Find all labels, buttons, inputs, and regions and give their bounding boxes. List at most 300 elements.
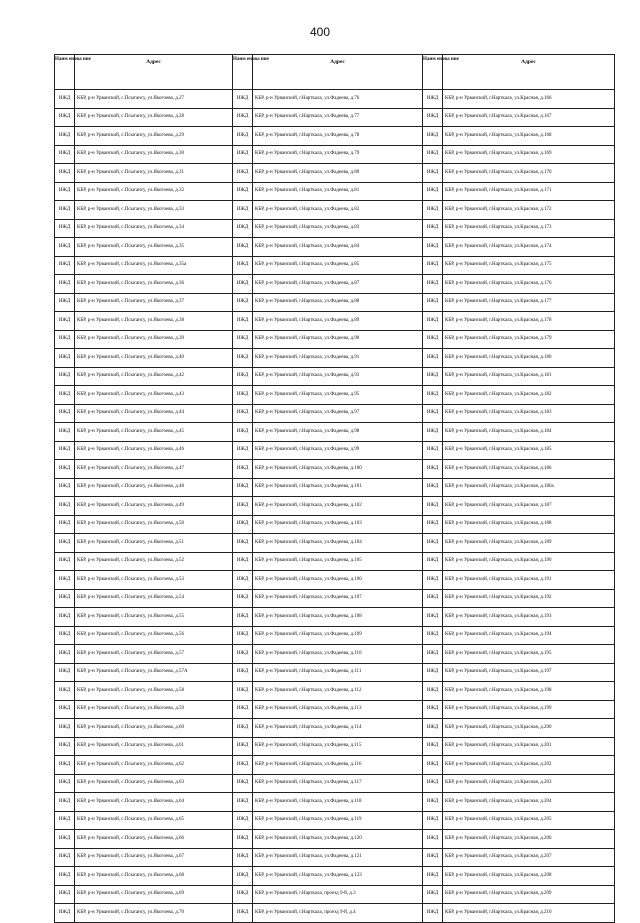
object-type-cell: ИЖД (423, 478, 443, 497)
address-cell: КБР, р-н Урванский, г.Нарткала, ул.Фадеева, д.115 (253, 737, 423, 756)
object-type-cell: ИЖД (423, 275, 443, 294)
address-cell: КБР, р-н Урванский, г.Нарткала, ул.Красная, д.183 (443, 404, 615, 423)
table-row (233, 275, 423, 294)
table-row (423, 774, 615, 793)
table-row (55, 256, 233, 275)
object-type-cell: ИЖД (233, 497, 253, 516)
table-row (55, 811, 233, 830)
address-cell: КБР, р-н Урванский, г.Нарткала, ул.Фадеева, д.110 (253, 645, 423, 664)
object-type-cell: ИЖД (233, 293, 253, 312)
object-type-cell: ИЖД (233, 645, 253, 664)
table-row (233, 293, 423, 312)
table-row (55, 515, 233, 534)
table-row (423, 478, 615, 497)
object-type-cell: ИЖД (55, 238, 75, 257)
table-row (423, 330, 615, 349)
object-type-cell: ИЖД (233, 404, 253, 423)
table-row (55, 201, 233, 220)
table-row (423, 108, 615, 127)
address-cell: КБР, р-н Урванский, г.Нарткала, ул.Фадеева, д.98 (253, 423, 423, 442)
object-type-cell: ИЖД (423, 293, 443, 312)
object-type-cell: ИЖД (55, 830, 75, 849)
address-cell: КБР, р-н Урванский, г.Нарткала, ул.Фадеева, д.90 (253, 330, 423, 349)
object-type-cell: ИЖД (233, 108, 253, 127)
table-row (233, 164, 423, 183)
table-row (233, 571, 423, 590)
address-cell: КБР, р-н Урванский, г.Нарткала, ул.Фадеева, д.77 (253, 108, 423, 127)
address-cell: КБР, р-н Урванский, г.Нарткала, ул.Фадеева, д.103 (253, 515, 423, 534)
table-row (55, 626, 233, 645)
table-row (55, 774, 233, 793)
object-type-cell: ИЖД (423, 312, 443, 331)
table-row (423, 848, 615, 867)
address-cell: КБР, р-н Урванский, г.Нарткала, ул.Красная, д.176 (443, 275, 615, 294)
address-cell: КБР, р-н Урванский, с.Псыгансу, ул.Якогоева, д.67 (75, 848, 233, 867)
object-type-cell: ИЖД (55, 219, 75, 238)
object-type-cell: ИЖД (55, 293, 75, 312)
address-cell: КБР, р-н Урванский, г.Нарткала, проезд 9-й, д.3 (253, 885, 423, 904)
address-cell: КБР, р-н Урванский, г.Нарткала, ул.Красная, д.208 (443, 867, 615, 886)
object-type-cell: ИЖД (423, 719, 443, 738)
table-row (423, 238, 615, 257)
object-type-cell: ИЖД (233, 312, 253, 331)
address-cell: КБР, р-н Урванский, г.Нарткала, ул.Фадеева, д.85 (253, 256, 423, 275)
table-row (233, 256, 423, 275)
table-row (55, 275, 233, 294)
address-cell: КБР, р-н Урванский, с.Псыгансу, ул.Якогоева, д.28 (75, 108, 233, 127)
address-cell: КБР, р-н Урванский, г.Нарткала, ул.Фадеева, д.105 (253, 552, 423, 571)
table-row (55, 182, 233, 201)
address-cell: КБР, р-н Урванский, г.Нарткала, ул.Красная, д.168 (443, 127, 615, 146)
address-cell: КБР, р-н Урванский, г.Нарткала, ул.Фадеева, д.116 (253, 756, 423, 775)
object-type-cell: ИЖД (423, 589, 443, 608)
address-cell: КБР, р-н Урванский, г.Нарткала, ул.Фадеева, д.95 (253, 386, 423, 405)
object-type-cell: ИЖД (55, 904, 75, 923)
object-type-cell: ИЖД (233, 589, 253, 608)
table-row (55, 719, 233, 738)
object-type-cell: ИЖД (423, 515, 443, 534)
address-table (54, 54, 233, 923)
table-row (423, 497, 615, 516)
address-cell: КБР, р-н Урванский, с.Псыгансу, ул.Якогоева, д.44 (75, 404, 233, 423)
table-row (55, 441, 233, 460)
table-row (55, 848, 233, 867)
address-cell: КБР, р-н Урванский, с.Псыгансу, ул.Якогоева, д.32 (75, 182, 233, 201)
address-cell: КБР, р-н Урванский, г.Нарткала, ул.Фадеева, д.104 (253, 534, 423, 553)
object-type-cell: ИЖД (233, 867, 253, 886)
object-type-cell: ИЖД (233, 182, 253, 201)
object-type-cell: ИЖД (423, 867, 443, 886)
object-type-cell: ИЖД (423, 756, 443, 775)
table-row (233, 904, 423, 923)
object-type-cell: ИЖД (55, 275, 75, 294)
address-cell: КБР, р-н Урванский, г.Нарткала, ул.Фадеева, д.88 (253, 293, 423, 312)
address-cell: КБР, р-н Урванский, г.Нарткала, ул.Красная, д.199 (443, 700, 615, 719)
address-cell: КБР, р-н Урванский, с.Псыгансу, ул.Якогоева, д.42 (75, 367, 233, 386)
object-type-cell: ИЖД (55, 201, 75, 220)
object-type-cell: ИЖД (423, 663, 443, 682)
object-type-cell: ИЖД (423, 682, 443, 701)
address-cell: КБР, р-н Урванский, г.Нарткала, ул.Красная, д.194 (443, 626, 615, 645)
object-type-cell: ИЖД (55, 885, 75, 904)
table-row (423, 737, 615, 756)
object-type-cell: ИЖД (55, 478, 75, 497)
address-cell: КБР, р-н Урванский, г.Нарткала, ул.Красная, д.180 (443, 349, 615, 368)
address-cell: КБР, р-н Урванский, г.Нарткала, ул.Красная, д.207 (443, 848, 615, 867)
object-type-cell: ИЖД (55, 441, 75, 460)
object-type-cell: ИЖД (423, 330, 443, 349)
address-cell: КБР, р-н Урванский, г.Нарткала, ул.Красная, д.204 (443, 793, 615, 812)
object-type-cell: ИЖД (423, 885, 443, 904)
address-cell: КБР, р-н Урванский, с.Псыгансу, ул.Якогоева, д.45 (75, 423, 233, 442)
address-cell: КБР, р-н Урванский, г.Нарткала, ул.Фадеева, д.84 (253, 238, 423, 257)
table-row (423, 552, 615, 571)
object-type-cell: ИЖД (55, 552, 75, 571)
object-type-cell: ИЖД (55, 145, 75, 164)
object-type-cell: ИЖД (423, 108, 443, 127)
table-row (423, 515, 615, 534)
object-type-cell: ИЖД (233, 423, 253, 442)
table-row (233, 700, 423, 719)
object-type-cell: ИЖД (233, 164, 253, 183)
address-cell: КБР, р-н Урванский, г.Нарткала, ул.Красная, д.175 (443, 256, 615, 275)
address-cell: КБР, р-н Урванский, г.Нарткала, ул.Фадеева, д.117 (253, 774, 423, 793)
object-type-cell: ИЖД (423, 219, 443, 238)
table-row (233, 885, 423, 904)
table-row (423, 219, 615, 238)
table-row (423, 700, 615, 719)
table-row (423, 441, 615, 460)
address-cell: КБР, р-н Урванский, с.Псыгансу, ул.Якогоева, д.37 (75, 293, 233, 312)
table-row (233, 441, 423, 460)
address-cell: КБР, р-н Урванский, г.Нарткала, ул.Красная, д.185 (443, 441, 615, 460)
address-cell: КБР, р-н Урванский, г.Нарткала, ул.Фадеева, д.100 (253, 460, 423, 479)
object-type-cell: ИЖД (55, 719, 75, 738)
address-tables (54, 54, 614, 915)
address-cell: КБР, р-н Урванский, г.Нарткала, ул.Красная, д.179 (443, 330, 615, 349)
table-row (233, 182, 423, 201)
table-row (423, 885, 615, 904)
object-type-cell: ИЖД (423, 830, 443, 849)
table-row (233, 238, 423, 257)
table-row (423, 904, 615, 923)
object-type-cell: ИЖД (423, 904, 443, 923)
object-type-cell: ИЖД (423, 848, 443, 867)
object-type-cell: ИЖД (423, 349, 443, 368)
object-type-cell: ИЖД (55, 164, 75, 183)
address-cell: КБР, р-н Урванский, с.Псыгансу, ул.Якогоева, д.51 (75, 534, 233, 553)
address-cell: КБР, р-н Урванский, г.Нарткала, ул.Фадеева, д.107 (253, 589, 423, 608)
table-row (233, 127, 423, 146)
address-cell: КБР, р-н Урванский, г.Нарткала, ул.Фадеева, д.111 (253, 663, 423, 682)
table-row (55, 108, 233, 127)
table-row (423, 571, 615, 590)
table-row (233, 848, 423, 867)
table-row (423, 349, 615, 368)
address-cell: КБР, р-н Урванский, г.Нарткала, ул.Красная, д.195 (443, 645, 615, 664)
object-type-cell: ИЖД (55, 182, 75, 201)
object-type-cell: ИЖД (233, 885, 253, 904)
table-row (233, 589, 423, 608)
address-cell: КБР, р-н Урванский, с.Псыгансу, ул.Якогоева, д.31 (75, 164, 233, 183)
table-row (55, 867, 233, 886)
address-cell: КБР, р-н Урванский, с.Псыгансу, ул.Якогоева, д.27 (75, 90, 233, 109)
object-type-cell: ИЖД (423, 386, 443, 405)
table-row (423, 589, 615, 608)
object-type-cell: ИЖД (423, 182, 443, 201)
object-type-cell: ИЖД (55, 90, 75, 109)
object-type-cell: ИЖД (423, 367, 443, 386)
table-row (55, 756, 233, 775)
address-column-header: Адрес (75, 55, 233, 90)
name-column-header: Наим енова ние (423, 55, 443, 90)
table-row (55, 145, 233, 164)
object-type-cell: ИЖД (55, 737, 75, 756)
object-type-cell: ИЖД (55, 108, 75, 127)
object-type-cell: ИЖД (55, 312, 75, 331)
object-type-cell: ИЖД (423, 201, 443, 220)
table-row (233, 219, 423, 238)
table-row (233, 312, 423, 331)
object-type-cell: ИЖД (55, 756, 75, 775)
object-type-cell: ИЖД (423, 737, 443, 756)
address-cell: КБР, р-н Урванский, г.Нарткала, ул.Красная, д.174 (443, 238, 615, 257)
name-column-header: Наим енова ние (233, 55, 253, 90)
object-type-cell: ИЖД (55, 127, 75, 146)
address-cell: КБР, р-н Урванский, г.Нарткала, ул.Фадеева, д.119 (253, 811, 423, 830)
object-type-cell: ИЖД (55, 682, 75, 701)
address-cell: КБР, р-н Урванский, г.Нарткала, ул.Красная, д.190 (443, 552, 615, 571)
address-cell: КБР, р-н Урванский, с.Псыгансу, ул.Якогоева, д.62 (75, 756, 233, 775)
object-type-cell: ИЖД (55, 608, 75, 627)
table-row (423, 811, 615, 830)
table-row (55, 349, 233, 368)
object-type-cell: ИЖД (55, 774, 75, 793)
address-cell: КБР, р-н Урванский, г.Нарткала, ул.Красная, д.193 (443, 608, 615, 627)
address-cell: КБР, р-н Урванский, с.Псыгансу, ул.Якогоева, д.57 (75, 645, 233, 664)
address-cell: КБР, р-н Урванский, г.Нарткала, ул.Красная, д.206 (443, 830, 615, 849)
table-row (55, 534, 233, 553)
table-row (233, 830, 423, 849)
address-cell: КБР, р-н Урванский, с.Псыгансу, ул.Якогоева, д.64 (75, 793, 233, 812)
address-cell: КБР, р-н Урванский, г.Нарткала, ул.Красная, д.210 (443, 904, 615, 923)
address-cell: КБР, р-н Урванский, г.Нарткала, ул.Красная, д.192 (443, 589, 615, 608)
object-type-cell: ИЖД (233, 219, 253, 238)
table-row (55, 700, 233, 719)
address-cell: КБР, р-н Урванский, г.Нарткала, ул.Красная, д.189 (443, 534, 615, 553)
address-table (422, 54, 615, 923)
address-cell: КБР, р-н Урванский, г.Нарткала, проезд 9-й, д.4 (253, 904, 423, 923)
table-row (55, 386, 233, 405)
address-cell: КБР, р-н Урванский, с.Псыгансу, ул.Якогоева, д.38 (75, 312, 233, 331)
object-type-cell: ИЖД (233, 330, 253, 349)
object-type-cell: ИЖД (233, 441, 253, 460)
address-cell: КБР, р-н Урванский, г.Нарткала, ул.Фадеева, д.109 (253, 626, 423, 645)
object-type-cell: ИЖД (55, 571, 75, 590)
object-type-cell: ИЖД (55, 811, 75, 830)
address-cell: КБР, р-н Урванский, г.Нарткала, ул.Красная, д.182 (443, 386, 615, 405)
object-type-cell: ИЖД (55, 848, 75, 867)
table-row (55, 830, 233, 849)
object-type-cell: ИЖД (233, 682, 253, 701)
object-type-cell: ИЖД (423, 552, 443, 571)
table-row (55, 312, 233, 331)
object-type-cell: ИЖД (233, 700, 253, 719)
address-cell: КБР, р-н Урванский, г.Нарткала, ул.Красная, д.170 (443, 164, 615, 183)
object-type-cell: ИЖД (233, 256, 253, 275)
object-type-cell: ИЖД (55, 460, 75, 479)
address-cell: КБР, р-н Урванский, г.Нарткала, ул.Красная, д.200 (443, 719, 615, 738)
address-cell: КБР, р-н Урванский, г.Нарткала, ул.Красная, д.184 (443, 423, 615, 442)
table-row (233, 663, 423, 682)
object-type-cell: ИЖД (233, 238, 253, 257)
address-column-header: Адрес (443, 55, 615, 90)
address-cell: КБР, р-н Урванский, г.Нарткала, ул.Красная, д.169 (443, 145, 615, 164)
address-cell: КБР, р-н Урванский, г.Нарткала, ул.Фадеева, д.106 (253, 571, 423, 590)
table-row (55, 663, 233, 682)
address-cell: КБР, р-н Урванский, с.Псыгансу, ул.Якогоева, д.70 (75, 904, 233, 923)
address-cell: КБР, р-н Урванский, с.Псыгансу, ул.Якогоева, д.36 (75, 275, 233, 294)
table-row (55, 497, 233, 516)
table-row (233, 737, 423, 756)
object-type-cell: ИЖД (423, 164, 443, 183)
table-row (55, 238, 233, 257)
table-row (55, 682, 233, 701)
object-type-cell: ИЖД (233, 127, 253, 146)
table-row (423, 793, 615, 812)
address-cell: КБР, р-н Урванский, г.Нарткала, ул.Фадеева, д.91 (253, 349, 423, 368)
object-type-cell: ИЖД (233, 811, 253, 830)
object-type-cell: ИЖД (233, 515, 253, 534)
address-cell: КБР, р-н Урванский, г.Нарткала, ул.Фадеева, д.87 (253, 275, 423, 294)
table-row (233, 404, 423, 423)
address-cell: КБР, р-н Урванский, г.Нарткала, ул.Красная, д.181 (443, 367, 615, 386)
object-type-cell: ИЖД (233, 737, 253, 756)
address-cell: КБР, р-н Урванский, с.Псыгансу, ул.Якогоева, д.52 (75, 552, 233, 571)
address-cell: КБР, р-н Урванский, с.Псыгансу, ул.Якогоева, д.48 (75, 478, 233, 497)
address-cell: КБР, р-н Урванский, г.Нарткала, ул.Фадеева, д.114 (253, 719, 423, 738)
table-row (233, 719, 423, 738)
table-row (423, 663, 615, 682)
page-number: 400 (309, 25, 331, 39)
object-type-cell: ИЖД (233, 478, 253, 497)
object-type-cell: ИЖД (233, 460, 253, 479)
object-type-cell: ИЖД (233, 201, 253, 220)
address-cell: КБР, р-н Урванский, г.Нарткала, ул.Фадеева, д.82 (253, 201, 423, 220)
address-cell: КБР, р-н Урванский, с.Псыгансу, ул.Якогоева, д.40 (75, 349, 233, 368)
table-row (233, 367, 423, 386)
address-cell: КБР, р-н Урванский, с.Псыгансу, ул.Якогоева, д.58 (75, 682, 233, 701)
object-type-cell: ИЖД (233, 386, 253, 405)
table-row (423, 201, 615, 220)
object-type-cell: ИЖД (55, 404, 75, 423)
object-type-cell: ИЖД (233, 848, 253, 867)
table-row (423, 145, 615, 164)
table-header-row (423, 55, 615, 90)
object-type-cell: ИЖД (423, 127, 443, 146)
table-row (423, 367, 615, 386)
object-type-cell: ИЖД (55, 349, 75, 368)
table-row (423, 830, 615, 849)
table-row (55, 460, 233, 479)
table-row (423, 534, 615, 553)
object-type-cell: ИЖД (233, 275, 253, 294)
address-cell: КБР, р-н Урванский, г.Нарткала, ул.Красная, д.197 (443, 663, 615, 682)
object-type-cell: ИЖД (55, 645, 75, 664)
table-row (423, 404, 615, 423)
address-cell: КБР, р-н Урванский, г.Нарткала, ул.Фадеева, д.93 (253, 367, 423, 386)
address-cell: КБР, р-н Урванский, с.Псыгансу, ул.Якогоева, д.61 (75, 737, 233, 756)
table-row (55, 589, 233, 608)
object-type-cell: ИЖД (55, 700, 75, 719)
address-cell: КБР, р-н Урванский, г.Нарткала, ул.Красная, д.177 (443, 293, 615, 312)
address-cell: КБР, р-н Урванский, г.Нарткала, ул.Красная, д.205 (443, 811, 615, 830)
address-cell: КБР, р-н Урванский, г.Нарткала, ул.Красная, д.186а (443, 478, 615, 497)
address-table (232, 54, 423, 923)
address-cell: КБР, р-н Урванский, г.Нарткала, ул.Красная, д.188 (443, 515, 615, 534)
address-cell: КБР, р-н Урванский, г.Нарткала, ул.Фадеева, д.78 (253, 127, 423, 146)
table-row (233, 201, 423, 220)
object-type-cell: ИЖД (423, 774, 443, 793)
address-cell: КБР, р-н Урванский, г.Нарткала, ул.Фадеева, д.76 (253, 90, 423, 109)
object-type-cell: ИЖД (423, 811, 443, 830)
object-type-cell: ИЖД (233, 774, 253, 793)
address-cell: КБР, р-н Урванский, г.Нарткала, ул.Красная, д.186 (443, 460, 615, 479)
object-type-cell: ИЖД (55, 534, 75, 553)
table-row (423, 386, 615, 405)
object-type-cell: ИЖД (423, 423, 443, 442)
table-row (233, 478, 423, 497)
object-type-cell: ИЖД (233, 367, 253, 386)
object-type-cell: ИЖД (423, 460, 443, 479)
address-cell: КБР, р-н Урванский, с.Псыгансу, ул.Якогоева, д.55 (75, 608, 233, 627)
table-row (423, 182, 615, 201)
address-cell: КБР, р-н Урванский, с.Псыгансу, ул.Якогоева, д.63 (75, 774, 233, 793)
address-cell: КБР, р-н Урванский, г.Нарткала, ул.Фадеева, д.108 (253, 608, 423, 627)
object-type-cell: ИЖД (233, 90, 253, 109)
address-cell: КБР, р-н Урванский, г.Нарткала, ул.Красная, д.203 (443, 774, 615, 793)
object-type-cell: ИЖД (423, 793, 443, 812)
table-row (423, 127, 615, 146)
object-type-cell: ИЖД (233, 719, 253, 738)
table-row (423, 256, 615, 275)
table-row (233, 608, 423, 627)
table-row (423, 719, 615, 738)
object-type-cell: ИЖД (233, 904, 253, 923)
address-cell: КБР, р-н Урванский, г.Нарткала, ул.Красная, д.202 (443, 756, 615, 775)
address-cell: КБР, р-н Урванский, г.Нарткала, ул.Красная, д.167 (443, 108, 615, 127)
table-row (55, 478, 233, 497)
table-row (55, 904, 233, 923)
table-row (423, 275, 615, 294)
address-cell: КБР, р-н Урванский, г.Нарткала, ул.Красная, д.166 (443, 90, 615, 109)
address-cell: КБР, р-н Урванский, с.Псыгансу, ул.Якогоева, д.35 (75, 238, 233, 257)
table-row (233, 534, 423, 553)
table-row (55, 293, 233, 312)
address-cell: КБР, р-н Урванский, с.Псыгансу, ул.Якогоева, д.50 (75, 515, 233, 534)
address-cell: КБР, р-н Урванский, г.Нарткала, ул.Красная, д.178 (443, 312, 615, 331)
address-cell: КБР, р-н Урванский, г.Нарткала, ул.Фадеева, д.97 (253, 404, 423, 423)
table-row (233, 90, 423, 109)
table-row (55, 330, 233, 349)
address-cell: КБР, р-н Урванский, г.Нарткала, ул.Фадеева, д.89 (253, 312, 423, 331)
object-type-cell: ИЖД (55, 256, 75, 275)
table-row (233, 386, 423, 405)
object-type-cell: ИЖД (423, 238, 443, 257)
object-type-cell: ИЖД (233, 756, 253, 775)
address-cell: КБР, р-н Урванский, г.Нарткала, ул.Фадеева, д.80 (253, 164, 423, 183)
table-row (423, 756, 615, 775)
